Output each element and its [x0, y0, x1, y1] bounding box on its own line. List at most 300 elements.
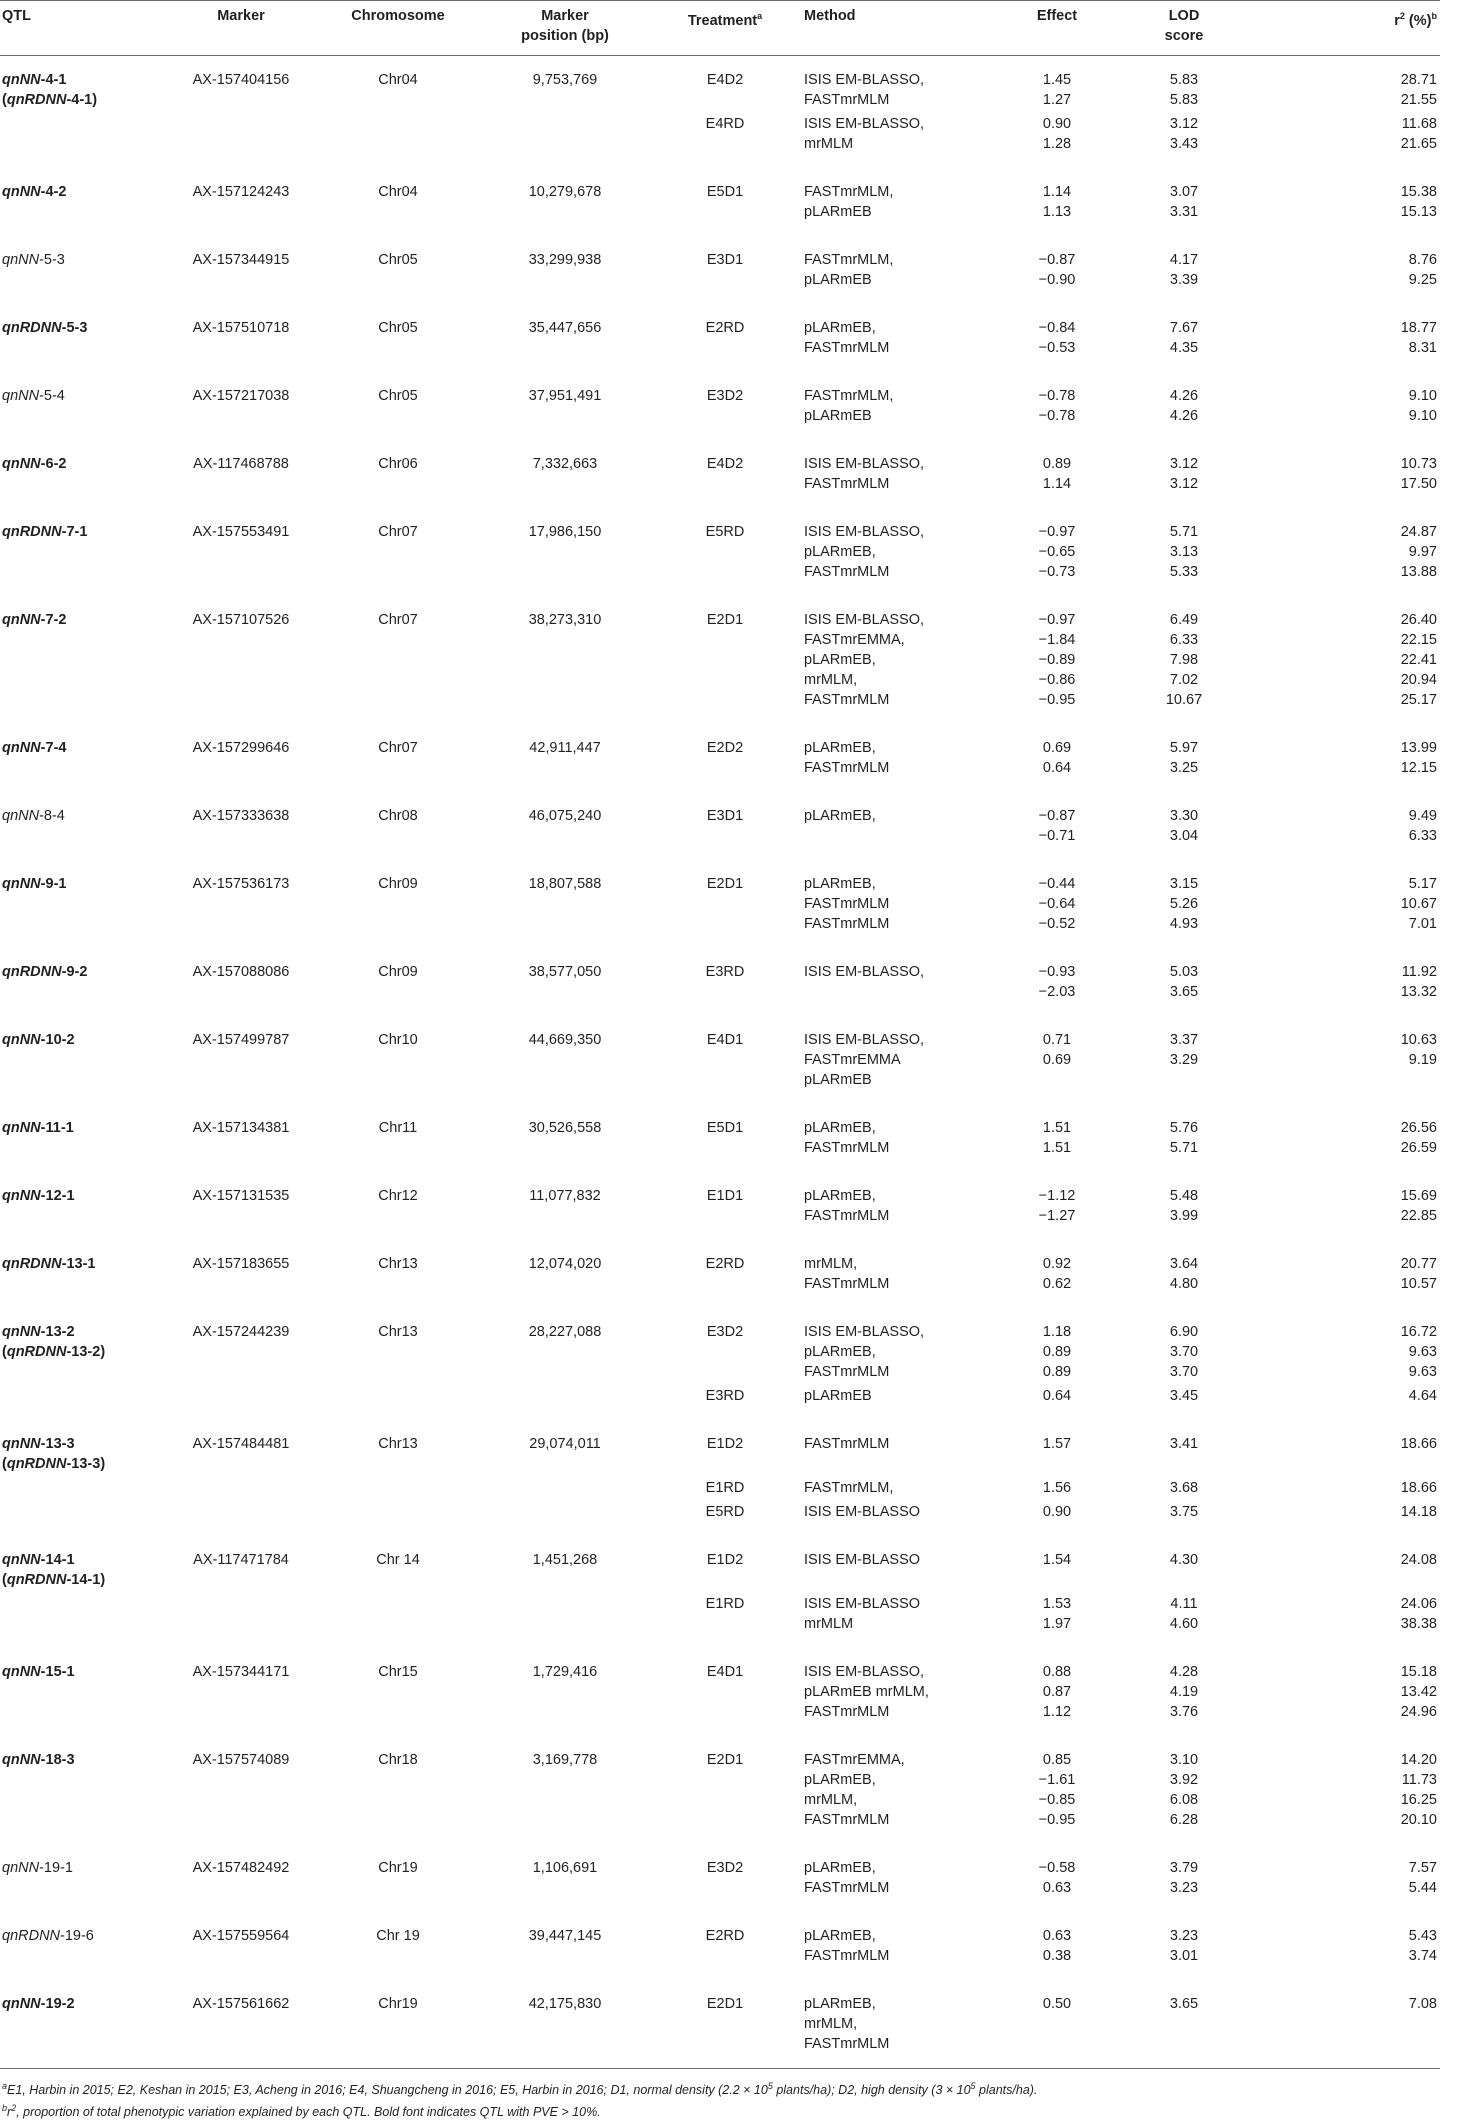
r2-value: 20.10: [1400, 1812, 1437, 1828]
qtl-cell: [0, 440, 166, 508]
table-row: [0, 724, 1440, 792]
lod-value: 5.97: [1169, 740, 1199, 756]
header-marker: Marker: [166, 1, 316, 56]
table-row: [0, 168, 1440, 236]
r2-cell: [1246, 1736, 1440, 1844]
effect-value: 0.50: [1042, 1996, 1072, 2012]
lod-value: 4.30: [1169, 1552, 1199, 1568]
marker-value: AX-157482492: [192, 1860, 290, 1876]
method-value: FASTmrMLM: [804, 1880, 890, 1896]
lod-value: 5.03: [1169, 964, 1199, 980]
r2-value: 26.56: [1400, 1120, 1437, 1136]
method-value: mrMLM,: [804, 1792, 858, 1808]
r2-cell: [1246, 1590, 1440, 1648]
r2-value: 22.15: [1400, 632, 1437, 648]
treatment-cell: [650, 236, 800, 304]
position-value: 1,729,416: [532, 1664, 598, 1680]
chromosome-cell: [316, 1382, 480, 1420]
lod-value: 3.45: [1169, 1388, 1199, 1404]
header-position-line2: position (bp): [521, 28, 609, 44]
chromosome-cell: [316, 1536, 480, 1590]
header-r2-unit: (%): [1404, 12, 1432, 29]
treatment-value: E2D1: [706, 612, 744, 628]
marker-cell: [166, 1590, 316, 1648]
treatment-cell: [650, 168, 800, 236]
marker-cell: [166, 724, 316, 792]
position-value: 17,986,150: [528, 524, 602, 540]
method-value: pLARmEB,: [804, 1860, 876, 1876]
table-row: [0, 1536, 1440, 1590]
chromosome-value: Chr19: [378, 1996, 418, 2012]
lod-cell: [1122, 372, 1246, 440]
lod-value: 3.43: [1169, 136, 1199, 152]
effect-value: 0.69: [1042, 1052, 1072, 1068]
treatment-value: E3D2: [706, 388, 744, 404]
qtl-name-prefix: qnNN: [2, 1752, 41, 1768]
treatment-value: E1RD: [705, 1480, 745, 1496]
qtl-name-prefix: qnNN: [2, 1552, 41, 1568]
qtl-cell: [0, 110, 166, 168]
method-value: ISIS EM-BLASSO,: [804, 964, 925, 980]
chromosome-value: Chr05: [378, 320, 418, 336]
marker-cell: [166, 508, 316, 596]
header-treatment-label: Treatment: [687, 12, 758, 29]
effect-value: −0.78: [1038, 388, 1076, 404]
marker-cell: [166, 236, 316, 304]
r2-cell: [1246, 236, 1440, 304]
method-value: FASTmrEMMA,: [804, 632, 905, 648]
position-cell: [480, 1104, 650, 1172]
effect-value: −0.53: [1038, 340, 1076, 356]
table-row: [0, 372, 1440, 440]
table-row: [0, 1382, 1440, 1420]
chromosome-cell: [316, 1308, 480, 1382]
lod-value: [1126, 1454, 1242, 1474]
table-row: [0, 1590, 1440, 1648]
lod-value: 3.12: [1169, 476, 1199, 492]
chromosome-value: Chr15: [378, 1664, 418, 1680]
r2-cell: [1246, 1420, 1440, 1474]
method-cell: [800, 236, 992, 304]
chromosome-value: Chr12: [378, 1188, 418, 1204]
treatment-cell: [650, 1016, 800, 1104]
effect-value: −1.61: [1038, 1772, 1076, 1788]
header-r2-footnote-mark: b: [1431, 11, 1437, 21]
footnote-b-text: , proportion of total phenotypic variation explained by each QTL. Bold font indicates QTL with PVE > 10%.: [16, 2105, 601, 2120]
qtl-cell: [0, 860, 166, 948]
method-cell: [800, 792, 992, 860]
position-cell: [480, 1912, 650, 1980]
header-method: Method: [800, 1, 992, 56]
chromosome-value: Chr 14: [376, 1552, 420, 1568]
r2-value: [1250, 1570, 1437, 1590]
effect-value: 0.62: [1042, 1276, 1072, 1292]
lod-cell: [1122, 1474, 1246, 1498]
lod-cell: [1122, 236, 1246, 304]
qtl-cell: [0, 1736, 166, 1844]
lod-value: 3.15: [1169, 876, 1199, 892]
method-cell: [800, 860, 992, 948]
method-value: ISIS EM-BLASSO,: [804, 72, 925, 88]
lod-value: 3.23: [1169, 1928, 1199, 1944]
chromosome-cell: [316, 372, 480, 440]
chromosome-cell: [316, 1590, 480, 1648]
qtl-alias-close-paren: ): [100, 1572, 106, 1588]
effect-cell: [992, 1016, 1122, 1104]
r2-value: 9.63: [1408, 1344, 1437, 1360]
method-value: FASTmrEMMA: [804, 1052, 901, 1068]
chromosome-value: Chr07: [378, 524, 418, 540]
qtl-alias-prefix: qnRDNN: [6, 92, 67, 108]
qtl-name-prefix: qnNN: [2, 388, 40, 404]
r2-cell: [1246, 304, 1440, 372]
marker-cell: [166, 372, 316, 440]
lod-value: 3.68: [1169, 1480, 1199, 1496]
qtl-name: [2, 806, 162, 826]
effect-value: −1.12: [1038, 1188, 1076, 1204]
qtl-cell: [0, 56, 166, 111]
chromosome-cell: [316, 1912, 480, 1980]
position-cell: [480, 1648, 650, 1736]
treatment-cell: [650, 1104, 800, 1172]
lod-cell: [1122, 860, 1246, 948]
qtl-name-suffix: -19-6: [60, 1928, 94, 1944]
method-cell: [800, 1648, 992, 1736]
r2-value: [1250, 2034, 1437, 2054]
treatment-value: E5RD: [705, 1504, 745, 1520]
chromosome-cell: [316, 1844, 480, 1912]
method-value: FASTmrMLM: [804, 1948, 890, 1964]
marker-value: AX-157183655: [192, 1256, 290, 1272]
chromosome-cell: [316, 1016, 480, 1104]
chromosome-cell: [316, 110, 480, 168]
effect-value: −0.95: [1038, 692, 1076, 708]
table-row: [0, 236, 1440, 304]
effect-value: 0.92: [1042, 1256, 1072, 1272]
position-cell: [480, 110, 650, 168]
table-row: [0, 1474, 1440, 1498]
table-row: [0, 860, 1440, 948]
method-value: FASTmrMLM: [804, 564, 890, 580]
lod-cell: [1122, 1590, 1246, 1648]
lod-cell: [1122, 1382, 1246, 1420]
lod-cell: [1122, 1104, 1246, 1172]
marker-value: AX-157536173: [192, 876, 290, 892]
r2-value: 14.18: [1400, 1504, 1437, 1520]
treatment-value: E2D1: [706, 1752, 744, 1768]
effect-value: 1.14: [1042, 476, 1072, 492]
treatment-value: E5D1: [706, 1120, 744, 1136]
qtl-name: [2, 250, 162, 270]
qtl-alias-close-paren: ): [100, 1344, 106, 1360]
chromosome-cell: [316, 440, 480, 508]
effect-value: [996, 1070, 1118, 1090]
chromosome-cell: [316, 236, 480, 304]
marker-cell: [166, 1172, 316, 1240]
lod-value: 3.29: [1169, 1052, 1199, 1068]
position-cell: [480, 1844, 650, 1912]
qtl-name-prefix: qnNN: [2, 1324, 41, 1340]
qtl-name-prefix: qnNN: [2, 184, 41, 200]
lod-cell: [1122, 1844, 1246, 1912]
qtl-name-suffix: -5-3: [39, 252, 65, 268]
lod-value: 6.28: [1169, 1812, 1199, 1828]
position-value: 35,447,656: [528, 320, 602, 336]
treatment-value: E3RD: [705, 1388, 745, 1404]
qtl-name: [2, 454, 162, 474]
effect-cell: [992, 304, 1122, 372]
effect-value: 1.51: [1042, 1140, 1072, 1156]
qtl-name: [2, 1750, 162, 1770]
lod-value: 5.83: [1169, 92, 1199, 108]
lod-value: 3.31: [1169, 204, 1199, 220]
table-row: [0, 1844, 1440, 1912]
method-value: ISIS EM-BLASSO,: [804, 524, 925, 540]
header-qtl: QTL: [0, 1, 166, 56]
effect-cell: [992, 1912, 1122, 1980]
method-value: pLARmEB: [804, 272, 872, 288]
effect-value: [996, 1454, 1118, 1474]
effect-cell: [992, 236, 1122, 304]
qtl-name-suffix: -7-2: [40, 612, 67, 628]
effect-cell: [992, 1240, 1122, 1308]
treatment-value: E1RD: [705, 1596, 745, 1612]
r2-value: 24.87: [1400, 524, 1437, 540]
qtl-name-prefix: qnNN: [2, 612, 41, 628]
treatment-cell: [650, 1648, 800, 1736]
chromosome-value: Chr07: [378, 612, 418, 628]
marker-cell: [166, 1536, 316, 1590]
method-cell: [800, 1736, 992, 1844]
footnote-a-text-3: plants/ha).: [975, 2083, 1038, 2098]
marker-value: AX-157553491: [192, 524, 290, 540]
effect-value: 1.53: [1042, 1596, 1072, 1612]
footnote-a: [0, 2077, 1440, 2099]
effect-value: −0.87: [1038, 252, 1076, 268]
effect-value: 1.18: [1042, 1324, 1072, 1340]
marker-cell: [166, 1498, 316, 1536]
qtl-name-prefix: qnNN: [2, 876, 41, 892]
effect-value: −0.65: [1038, 544, 1076, 560]
treatment-value: E4RD: [705, 116, 745, 132]
qtl-name: [2, 70, 162, 90]
marker-value: AX-157244239: [192, 1324, 290, 1340]
chromosome-value: Chr09: [378, 964, 418, 980]
chromosome-cell: [316, 1980, 480, 2069]
r2-value: 22.41: [1400, 652, 1437, 668]
method-cell: [800, 56, 992, 111]
lod-value: 4.28: [1169, 1664, 1199, 1680]
effect-value: −0.97: [1038, 612, 1076, 628]
effect-value: 1.12: [1042, 1704, 1072, 1720]
lod-value: 3.39: [1169, 272, 1199, 288]
footnote-a-exp-1: 5: [767, 2081, 773, 2091]
effect-value: 0.87: [1042, 1684, 1072, 1700]
effect-value: [996, 2014, 1118, 2034]
qtl-name-prefix: qnNN: [2, 1120, 41, 1136]
method-value: FASTmrMLM: [804, 760, 890, 776]
chromosome-cell: [316, 724, 480, 792]
method-cell: [800, 948, 992, 1016]
table-body: [0, 56, 1440, 2069]
effect-value: −0.97: [1038, 524, 1076, 540]
treatment-cell: [650, 1536, 800, 1590]
table-row: [0, 1104, 1440, 1172]
lod-value: 5.26: [1169, 896, 1199, 912]
method-value: FASTmrMLM: [804, 340, 890, 356]
treatment-value: E2D2: [706, 740, 744, 756]
method-cell: [800, 1980, 992, 2069]
method-cell: [800, 304, 992, 372]
lod-cell: [1122, 1240, 1246, 1308]
method-value: mrMLM,: [804, 672, 858, 688]
lod-value: 3.12: [1169, 456, 1199, 472]
position-cell: [480, 1980, 650, 2069]
qtl-cell: [0, 508, 166, 596]
lod-cell: [1122, 1648, 1246, 1736]
lod-cell: [1122, 56, 1246, 111]
position-value: 37,951,491: [528, 388, 602, 404]
lod-value: 4.17: [1169, 252, 1199, 268]
treatment-cell: [650, 1590, 800, 1648]
position-cell: [480, 1308, 650, 1382]
qtl-cell: [0, 1104, 166, 1172]
qtl-name-suffix: -8-4: [39, 808, 65, 824]
treatment-cell: [650, 1736, 800, 1844]
table-row: [0, 596, 1440, 724]
r2-value: 8.31: [1408, 340, 1437, 356]
effect-cell: [992, 860, 1122, 948]
method-value: pLARmEB,: [804, 808, 876, 824]
footnote-a-text-1: E1, Harbin in 2015; E2, Keshan in 2015; E3, Acheng in 2016; E4, Shuangcheng in 2016; E5, Harbin in 2016; D1, normal density (2.2 × 10: [7, 2083, 768, 2098]
chromosome-cell: [316, 1648, 480, 1736]
effect-value: 0.71: [1042, 1032, 1072, 1048]
position-value: 18,807,588: [528, 876, 602, 892]
method-value: pLARmEB,: [804, 320, 876, 336]
chromosome-cell: [316, 304, 480, 372]
r2-value: 9.63: [1408, 1364, 1437, 1380]
method-value: FASTmrMLM: [804, 692, 890, 708]
marker-value: AX-157499787: [192, 1032, 290, 1048]
treatment-cell: [650, 508, 800, 596]
lod-value: 3.76: [1169, 1704, 1199, 1720]
effect-cell: [992, 110, 1122, 168]
position-cell: [480, 948, 650, 1016]
effect-cell: [992, 948, 1122, 1016]
effect-value: −0.64: [1038, 896, 1076, 912]
qtl-cell: [0, 1382, 166, 1420]
method-cell: [800, 1536, 992, 1590]
effect-value: −1.84: [1038, 632, 1076, 648]
method-value: pLARmEB,: [804, 1772, 876, 1788]
chromosome-cell: [316, 860, 480, 948]
effect-value: 1.28: [1042, 136, 1072, 152]
r2-value: 10.67: [1400, 896, 1437, 912]
lod-cell: [1122, 440, 1246, 508]
r2-cell: [1246, 372, 1440, 440]
r2-value: 15.38: [1400, 184, 1437, 200]
table-row: [0, 1240, 1440, 1308]
qtl-name-prefix: qnNN: [2, 1664, 41, 1680]
effect-value: −0.89: [1038, 652, 1076, 668]
treatment-cell: [650, 1498, 800, 1536]
footnote-a-exp-2: 5: [970, 2081, 976, 2091]
lod-cell: [1122, 1308, 1246, 1382]
qtl-alias-prefix: qnRDNN: [6, 1456, 67, 1472]
table-row: [0, 1172, 1440, 1240]
qtl-cell: [0, 1308, 166, 1382]
lod-value: 6.33: [1169, 632, 1199, 648]
lod-value: 3.30: [1169, 808, 1199, 824]
method-value: pLARmEB: [804, 1072, 872, 1088]
qtl-name: [2, 1322, 162, 1342]
lod-value: [1126, 2014, 1242, 2034]
table-row: [0, 1016, 1440, 1104]
marker-cell: [166, 948, 316, 1016]
header-effect: Effect: [992, 1, 1122, 56]
r2-cell: [1246, 440, 1440, 508]
position-value: 42,175,830: [528, 1996, 602, 2012]
lod-value: 3.70: [1169, 1344, 1199, 1360]
method-value: FASTmrMLM,: [804, 184, 894, 200]
table-row: [0, 948, 1440, 1016]
effect-value: −0.78: [1038, 408, 1076, 424]
method-value: FASTmrMLM: [804, 1276, 890, 1292]
chromosome-value: Chr05: [378, 388, 418, 404]
r2-value: 18.66: [1400, 1436, 1437, 1452]
qtl-alias: [2, 90, 162, 110]
method-cell: [800, 440, 992, 508]
marker-cell: [166, 792, 316, 860]
treatment-cell: [650, 372, 800, 440]
effect-cell: [992, 508, 1122, 596]
position-cell: [480, 168, 650, 236]
lod-value: 3.75: [1169, 1504, 1199, 1520]
lod-value: 3.41: [1169, 1436, 1199, 1452]
qtl-name: [2, 1254, 162, 1274]
qtl-alias-suffix: -13-3: [66, 1456, 101, 1472]
position-cell: [480, 1240, 650, 1308]
chromosome-cell: [316, 508, 480, 596]
lod-cell: [1122, 1736, 1246, 1844]
lod-value: 4.19: [1169, 1684, 1199, 1700]
r2-value: 25.17: [1400, 692, 1437, 708]
marker-cell: [166, 1240, 316, 1308]
treatment-cell: [650, 792, 800, 860]
table-row: [0, 1648, 1440, 1736]
lod-value: 5.83: [1169, 72, 1199, 88]
treatment-value: E5RD: [705, 524, 745, 540]
method-value: FASTmrMLM,: [804, 388, 894, 404]
qtl-name-prefix: qnRDNN: [2, 964, 62, 980]
effect-value: −1.27: [1038, 1208, 1076, 1224]
effect-value: 1.56: [1042, 1480, 1072, 1496]
qtl-alias-open-paren: (: [2, 1456, 7, 1472]
r2-value: 16.72: [1400, 1324, 1437, 1340]
method-value: ISIS EM-BLASSO: [804, 1552, 921, 1568]
effect-value: 0.69: [1042, 740, 1072, 756]
qtl-alias: [2, 1570, 162, 1590]
chromosome-value: Chr18: [378, 1752, 418, 1768]
qtl-name-suffix: -19-2: [40, 1996, 75, 2012]
r2-cell: [1246, 1104, 1440, 1172]
effect-value: −0.71: [1038, 828, 1076, 844]
qtl-alias-suffix: -4-1: [66, 92, 93, 108]
qtl-name: [2, 1550, 162, 1570]
qtl-cell: [0, 1536, 166, 1590]
effect-value: −0.95: [1038, 1812, 1076, 1828]
footnote-b-exp: 2: [11, 2103, 17, 2114]
